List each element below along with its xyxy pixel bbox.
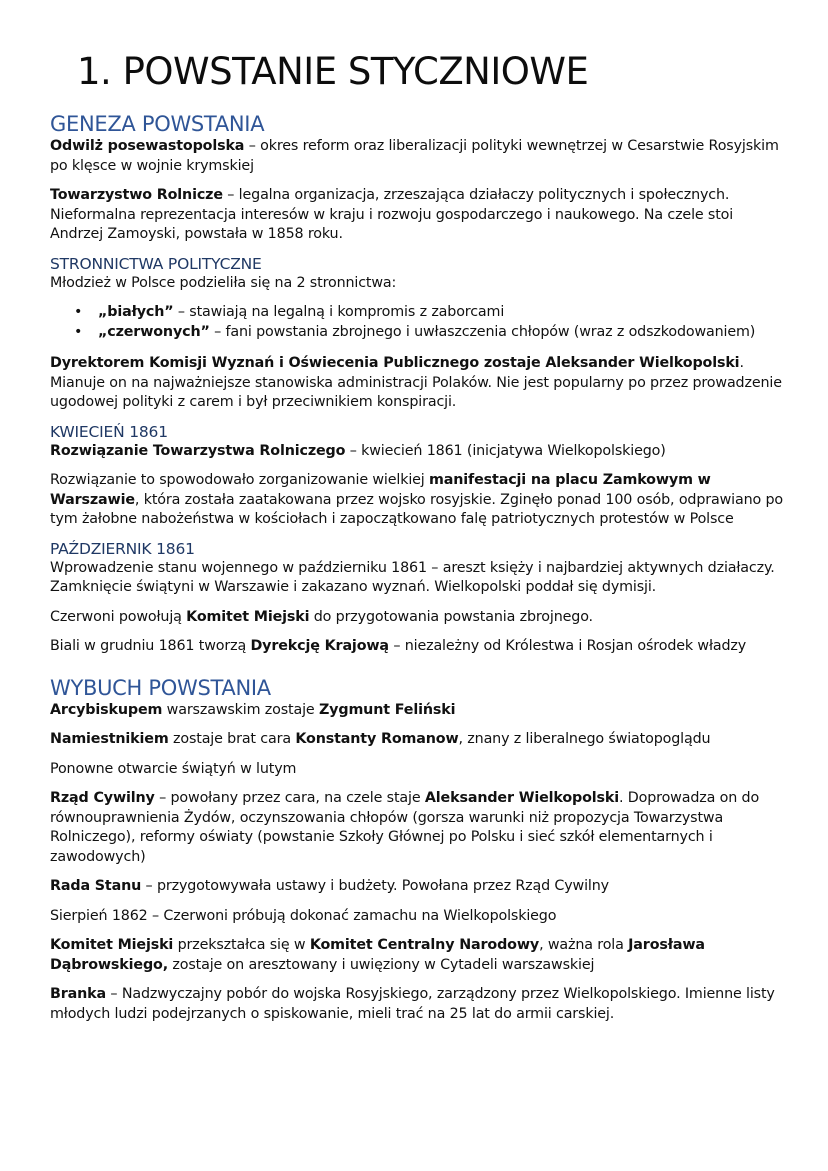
section-heading-wybuch: WYBUCH POWSTANIA (50, 675, 271, 700)
term-namiestnik: Namiestnikiem (50, 731, 169, 747)
paragraph-text: – kwiecień 1861 (inicjatywa Wielkopolskiego) (345, 442, 666, 459)
paragraph-manifestacja (50, 471, 788, 530)
term-manifestacja: manifestacji na placu Zamkowym w Warszawie (50, 472, 711, 508)
paragraph-komitet-miejski (50, 608, 788, 628)
term-felinski: Zygmunt Feliński (318, 701, 456, 718)
paragraph-otwarcie-swiatyn: Ponowne otwarcie świątyń w lutym (50, 760, 297, 777)
paragraph-komitet-centralny (50, 936, 788, 975)
paragraph-sierpien-1862: Sierpień 1862 – Czerwoni próbują dokonać zamachu na Wielkopolskiego (50, 907, 557, 924)
bullet-icon: • (74, 304, 83, 320)
term-rada-stanu: Rada Stanu (50, 878, 142, 894)
paragraph-text: , znany z liberalnego światopoglądu (458, 731, 711, 747)
list-item-text: – fani powstania zbrojnego i uwłaszczenia chłopów (wraz z odszkodowaniem) (209, 323, 756, 340)
paragraph-text: Czerwoni powołują (50, 608, 187, 625)
paragraph-text: – okres reform oraz liberalizacji polityki wewnętrzej w Cesarstwie Rosyjskim po klęsce w wojnie krymskiej (50, 138, 779, 174)
subheading-kwiecien-1861: KWIECIEŃ 1861 (50, 422, 168, 441)
term-odwilz: Odwilż posewastopolska (50, 138, 245, 154)
paragraph-text: Biali w grudniu 1861 tworzą (50, 638, 251, 654)
subheading-stronnictwa: STRONNICTWA POLITYCZNE (50, 254, 262, 273)
paragraph-text: , ważna rola (539, 937, 629, 953)
term-czerwoni: „czerwonych” (98, 323, 210, 340)
paragraph-namiestnik (50, 730, 788, 750)
paragraph-dyrekcja-krajowa (50, 637, 788, 657)
paragraph-text: zostaje brat cara (168, 731, 296, 747)
term-komitet-miejski: Komitet Miejski (50, 937, 174, 953)
term-branka: Branka (50, 986, 107, 1002)
paragraph-text: przekształca się w (173, 937, 310, 953)
paragraph-rozwiazanie (50, 442, 788, 462)
paragraph-text: Rozwiązanie to spowodowało zorganizowanie wielkiej (50, 472, 430, 488)
list-item (74, 323, 788, 343)
paragraph-text: – powołany przez cara, na czele staje (154, 790, 425, 806)
paragraph-text: – niezależny od Królestwa i Rosjan ośrodek władzy (388, 638, 747, 654)
paragraph-branka (50, 985, 788, 1024)
term-romanow: Konstanty Romanow (295, 731, 459, 747)
list-item-text: – stawiają na legalną i kompromis z zaborcami (173, 304, 505, 320)
paragraph-text: – przygotowywała ustawy i budżety. Powołana przez Rząd Cywilny (141, 878, 609, 894)
paragraph-text: zostaje on aresztowany i uwięziony w Cytadeli warszawskiej (167, 956, 595, 973)
term-komitet-centralny: Komitet Centralny Narodowy (309, 937, 540, 953)
list-item (74, 303, 788, 323)
term-towarzystwo-rolnicze: Towarzystwo Rolnicze (50, 187, 223, 203)
paragraph-text: do przygotowania powstania zbrojnego. (309, 608, 593, 625)
term-dabrowski: Jarosława Dąbrowskiego, (50, 937, 705, 973)
paragraph-text: . Doprowadza on do równouprawnienia Żydów, oczynszowania chłopów (gorsza warunki niż propozycja Towarzystwa Rolniczego), reformy oświaty (powstanie Szkoły Głównej po Polsku i sieć szkół elementarnych i zawodowych) (50, 790, 760, 865)
paragraph-text: , która została zaatakowana przez wojsko rosyjskie. Zginęło ponad 100 osób, odprawiano po tym żałobne nabożeństwa w kościołach i zapoczątkowano falę patriotycznych protestów w Polsce (50, 491, 784, 527)
term-rzad-cywilny: Rząd Cywilny (50, 790, 155, 806)
paragraph-rada-stanu (50, 877, 788, 897)
stronnictwa-list (50, 303, 788, 342)
paragraph-text: – legalna organizacja, zrzeszająca działaczy politycznych i społecznych. Nieformalna reprezentacja interesów w kraju i rozwoju gospodarczego i naukowego. Na czele stoi Andrzej Zamoyski, powstała w 1858 roku. (50, 187, 734, 242)
paragraph-text: warszawskim zostaje (162, 701, 319, 718)
term-komitet-miejski: Komitet Miejski (186, 608, 310, 625)
paragraph-stan-wojenny: Wprowadzenie stanu wojennego w październiku 1861 – areszt księży i najbardziej aktywnych działaczy. Zamknięcie świątyni w Warszawie i zakazano wyznań. Wielkopolski poddał się dymisji. (50, 559, 775, 595)
paragraph-arcybiskup (50, 701, 788, 721)
term-dyrekcja-krajowa: Dyrekcję Krajową (250, 638, 389, 654)
term-biali: „białych” (98, 304, 174, 320)
term-arcybiskup: Arcybiskupem (50, 701, 163, 718)
paragraph-odwilz (50, 137, 788, 176)
paragraph-dyrektor (50, 354, 788, 413)
paragraph-towarzystwo-rolnicze (50, 186, 788, 245)
subheading-pazdziernik-1861: PAŹDZIERNIK 1861 (50, 539, 195, 558)
paragraph-stronnictwa-intro: Młodzież w Polsce podzieliła się na 2 stronnictwa: (50, 274, 397, 291)
paragraph-rzad-cywilny (50, 789, 788, 867)
term-wielkopolski: Aleksander Wielkopolski (424, 790, 619, 806)
term-dyrektor: Dyrektorem Komisji Wyznań i Oświecenia Publicznego zostaje Aleksander Wielkopolski (50, 355, 740, 371)
paragraph-text: – Nadzwyczajny pobór do wojska Rosyjskiego, zarządzony przez Wielkopolskiego. Imienne listy młodych ludzi podejrzanych o spiskowanie, mieli trać na 25 lat do armii carskiej. (50, 986, 775, 1022)
term-rozwiazanie: Rozwiązanie Towarzystwa Rolniczego (50, 442, 346, 459)
bullet-icon: • (74, 323, 83, 340)
page-title: 1. POWSTANIE STYCZNIOWE (77, 50, 589, 93)
paragraph-text: . Mianuje on na najważniejsze stanowiska administracji Polaków. Nie jest popularny po przez prowadzenie ugodowej polityki z carem i był przeciwnikiem konspiracji. (50, 355, 782, 410)
section-heading-geneza: GENEZA POWSTANIA (50, 112, 265, 136)
